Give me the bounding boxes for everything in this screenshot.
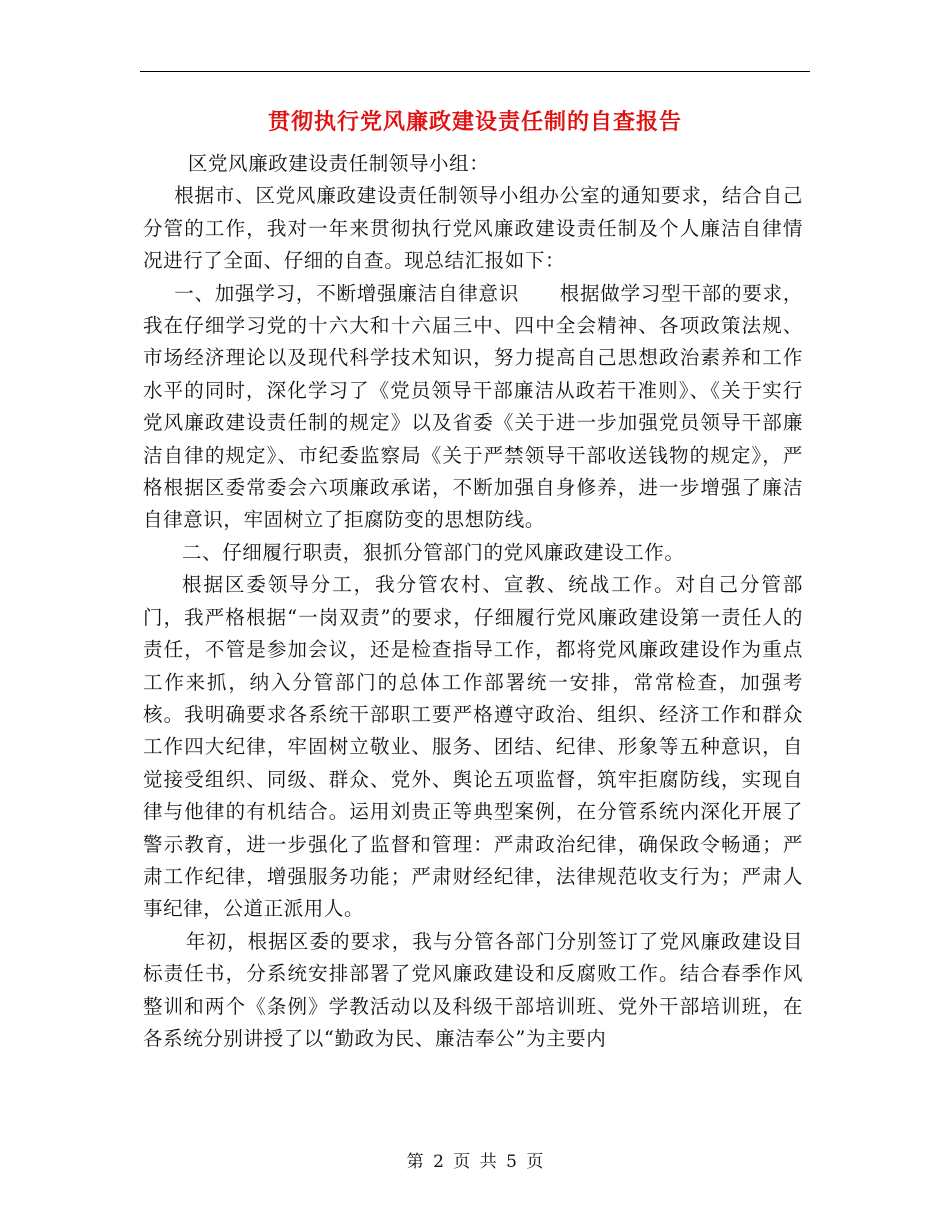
- footer-total-prefix: 共: [479, 1152, 497, 1172]
- footer-total-suffix: 页: [526, 1152, 544, 1172]
- header-rule: [140, 71, 810, 72]
- salutation: 区党风廉政建设责任制领导小组：: [187, 152, 490, 175]
- paragraph-intro: 根据市、区党风廉政建设责任制领导小组办公室的通知要求，结合自己分管的工作，我对一年来贯彻执行党风廉政建设责任制及个人廉洁自律情况进行了全面、仔细的自查。现总结汇报如下：: [143, 184, 803, 273]
- paragraph-section-one: 一、加强学习，不断增强廉洁自律意识 根据做学习型干部的要求，我在仔细学习党的十六大和十六届三中、四中全会精神、各项政策法规、市场经济理论以及现代科学技术知识，努力提高自己思想政治素养和工作水平的同时，深化学习了《党员领导干部廉洁从政若干准则》、《关于实行党风廉政建设责任制的规定》以及省委《关于进一步加强党员领导干部廉洁自律的规定》、市纪委监察局《关于严禁领导干部收送钱物的规定》，严格根据区委常委会六项廉政承诺，不断加强自身修养，进一步增强了廉洁自律意识，牢固树立了拒腐防变的思想防线。: [143, 281, 803, 532]
- footer-page-word: 页: [453, 1152, 471, 1172]
- paragraph-section-two-heading: 二、仔细履行职责，狠抓分管部门的党风廉政建设工作。: [182, 540, 685, 564]
- footer-prefix: 第: [406, 1152, 424, 1172]
- footer-total-pages: 5: [506, 1152, 517, 1172]
- document-title: 贯彻执行党风廉政建设责任制的自查报告: [267, 110, 682, 135]
- paragraph-annual: 年初，根据区委的要求，我与分管各部门分别签订了党风廉政建设目标责任书，分系统安排部署了党风廉政建设和反腐败工作。结合春季作风整训和两个《条例》学教活动以及科级干部培训班、党外干部培训班，在各系统分别讲授了以“勤政为民、廉洁奉公”为主要内: [143, 929, 803, 1050]
- document-body: [143, 148, 803, 1055]
- footer-current-page: 2: [433, 1152, 444, 1172]
- page-footer: [0, 1150, 950, 1174]
- paragraph-section-two-body: 根据区委领导分工，我分管农村、宣教、统战工作。对自己分管部门，我严格根据“一岗双责”的要求，仔细履行党风廉政建设第一责任人的责任，不管是参加会议，还是检查指导工作，都将党风廉政建设作为重点工作来抓，纳入分管部门的总体工作部署统一安排，常常检查，加强考核。我明确要求各系统干部职工要严格遵守政治、组织、经济工作和群众工作四大纪律，牢固树立敬业、服务、团结、纪律、形象等五种意识，自觉接受组织、同级、群众、党外、舆论五项监督，筑牢拒腐防线，实现自律与他律的有机结合。运用刘贵正等典型案例，在分管系统内深化开展了警示教育，进一步强化了监督和管理：严肃政治纪律，确保政令畅通；严肃工作纪律，增强服务功能；严肃财经纪律，法律规范收支行为；严肃人事纪律，公道正派用人。: [143, 573, 803, 921]
